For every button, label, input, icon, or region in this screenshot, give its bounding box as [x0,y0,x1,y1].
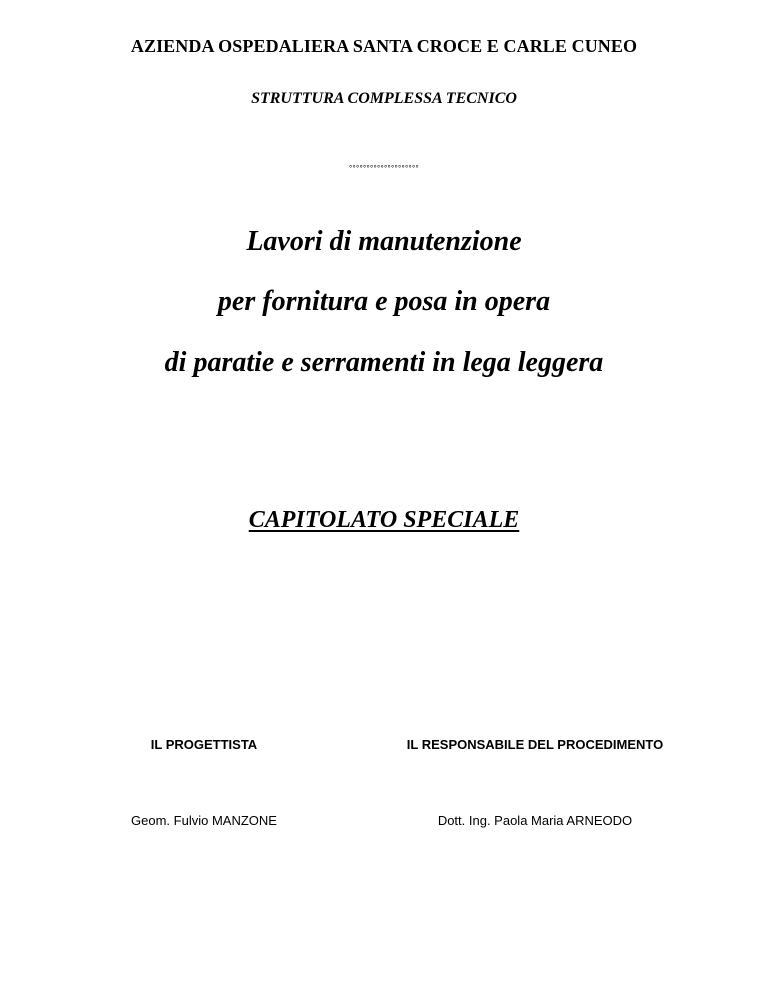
procedure-manager-role: IL RESPONSABILE DEL PROCEDIMENTO [406,737,664,752]
department-name: STRUTTURA COMPLESSA TECNICO [251,90,517,107]
title-line-1: Lavori di manutenzione [246,226,522,257]
procedure-manager-name: Dott. Ing. Paola Maria ARNEODO [437,813,633,828]
title-line-2: per fornitura e posa in opera [217,286,551,317]
organization-name: AZIENDA OSPEDALIERA SANTA CROCE E CARLE CUNEO [130,36,638,56]
title-line-3: di paratie e serramenti in lega leggera [164,347,604,378]
designer-role: IL PROGETTISTA [150,737,258,752]
ornament-divider: °°°°°°°°°°°°°°°°°°°° [349,164,419,173]
document-type-heading: CAPITOLATO SPECIALE [248,507,520,533]
designer-name: Geom. Fulvio MANZONE [131,813,277,828]
